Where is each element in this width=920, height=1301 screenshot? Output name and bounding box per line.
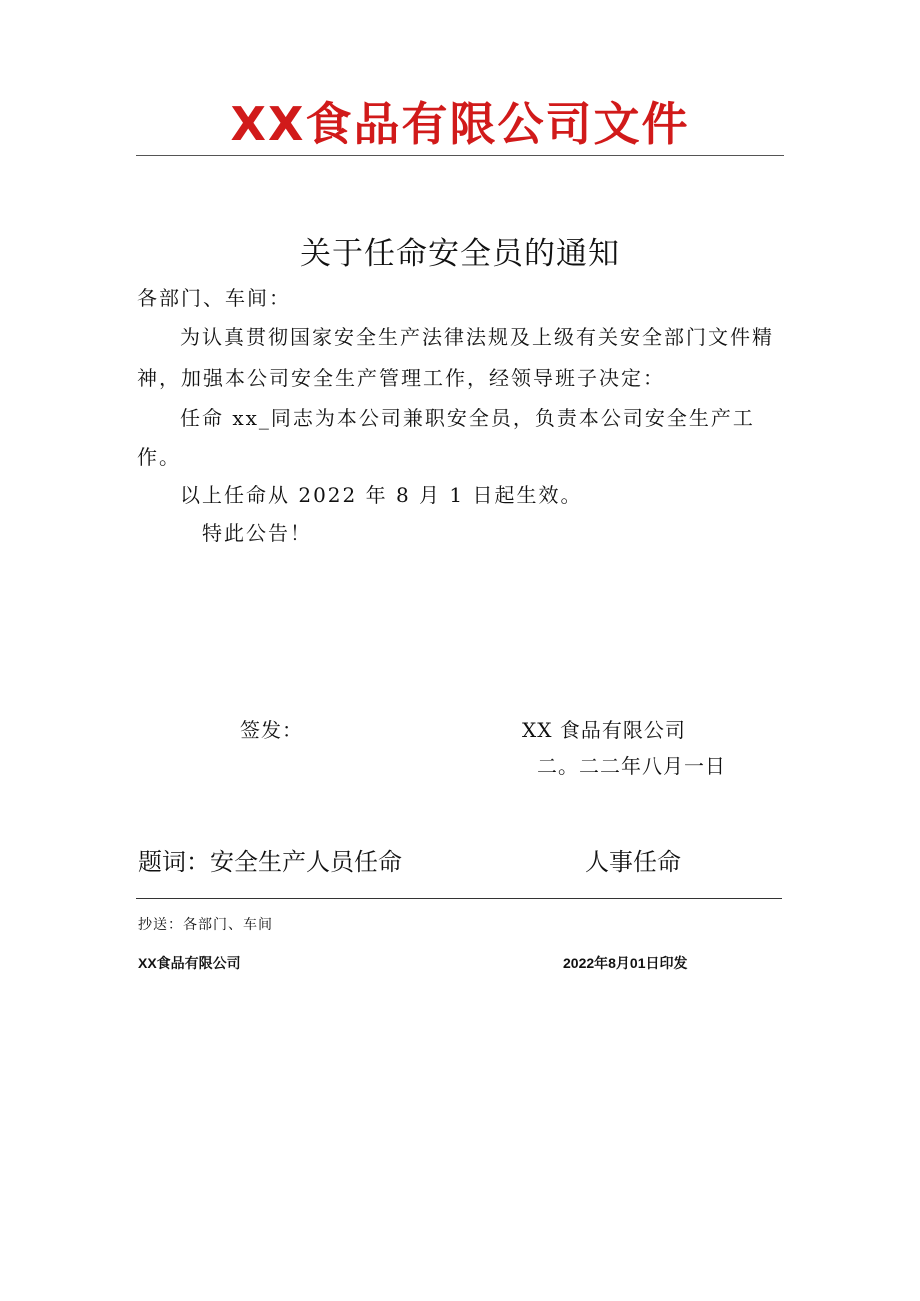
paragraph-3: 以上任命从 2022 年 8 月 1 日起生效。: [180, 483, 583, 507]
salutation: 各部门、车间：: [137, 286, 291, 310]
paragraph-2-line-1: 任命 xx_同志为本公司兼职安全员，负责本公司安全生产工: [180, 406, 755, 430]
footer-divider: [136, 898, 782, 899]
cc-line: 抄送：各部门、车间: [138, 917, 273, 933]
notice-title: 关于任命安全员的通知: [300, 236, 620, 272]
document-header-title: XX食品有限公司文件: [230, 97, 690, 151]
sign-label: 签发：: [240, 718, 303, 742]
signature-date: 二。二二年八月一日: [537, 754, 726, 778]
paragraph-1-line-2: 神，加强本公司安全生产管理工作，经领导班子决定：: [137, 366, 665, 390]
footer-print-date: 2022年8月01日印发: [563, 955, 688, 971]
closing-remark: 特此公告！: [202, 521, 312, 545]
keywords-label: 题词：安全生产人员任命: [138, 848, 402, 876]
paragraph-2-line-2: 作。: [137, 445, 181, 469]
keywords-category: 人事任命: [585, 848, 681, 876]
signature-company: XX 食品有限公司: [522, 718, 686, 742]
footer-issuer: XX食品有限公司: [138, 955, 241, 971]
header-divider: [136, 155, 784, 156]
paragraph-1-line-1: 为认真贯彻国家安全生产法律法规及上级有关安全部门文件精: [180, 325, 774, 349]
